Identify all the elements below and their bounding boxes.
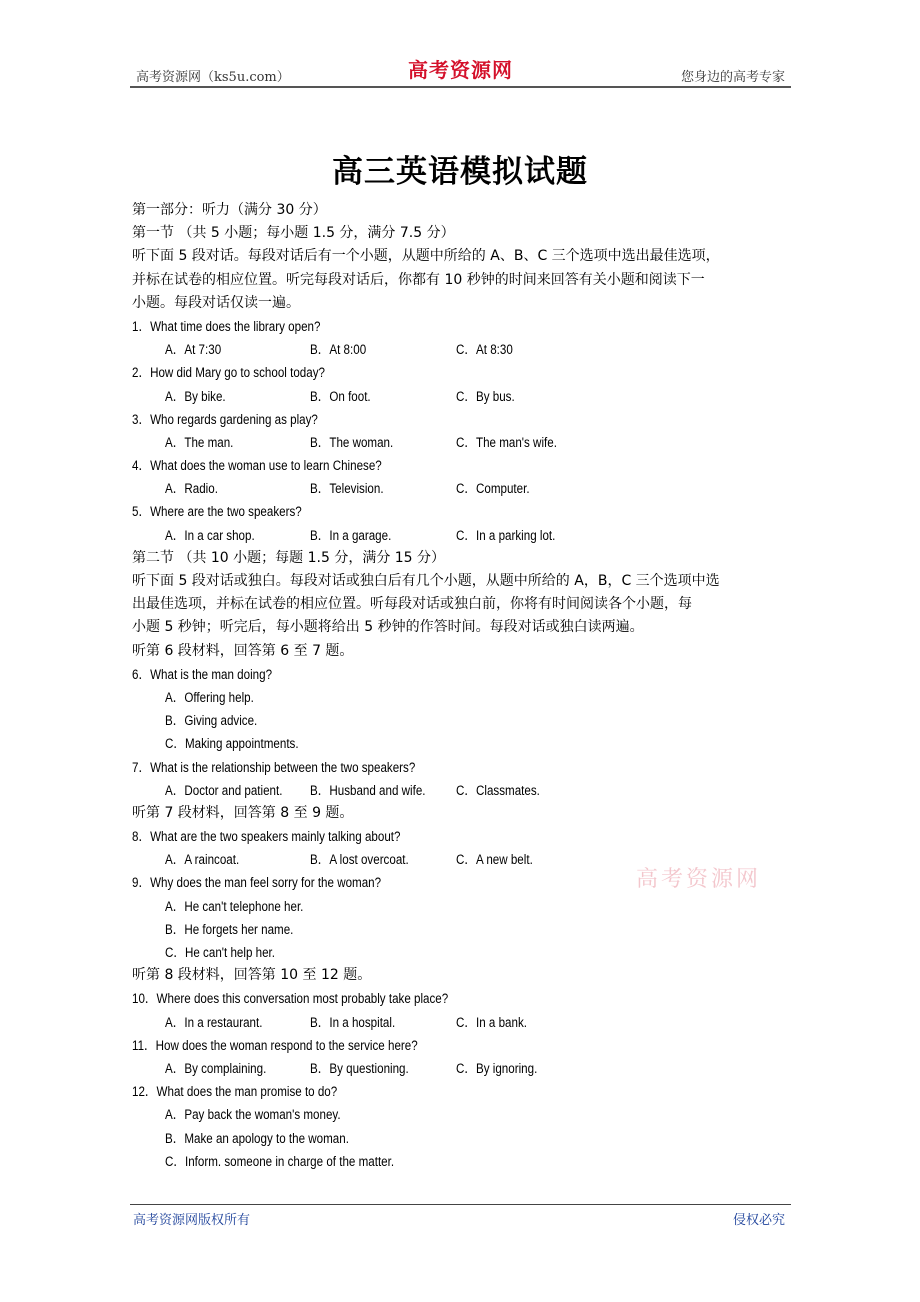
answer-option: B．Make an apology to the woman.	[165, 1130, 349, 1146]
question-text: 12．What does the man promise to do?	[132, 1084, 338, 1100]
answer-option-row	[132, 941, 792, 964]
answer-options-row	[132, 1057, 792, 1080]
answer-option: B．In a garage.	[310, 527, 392, 543]
header-slogan: 您身边的高考专家	[680, 70, 785, 85]
answer-option: A．Radio.	[165, 481, 218, 497]
question-text: 4．What does the woman use to learn Chinese?	[132, 458, 382, 474]
answer-option: B．At 8:00	[310, 342, 367, 358]
answer-options-row	[132, 431, 792, 454]
answer-option: C．A new belt.	[456, 852, 533, 868]
question	[132, 1080, 792, 1103]
answer-option: B．A lost overcoat.	[310, 852, 409, 868]
answer-option: B．Husband and wife.	[310, 782, 426, 798]
answer-options-row	[132, 1011, 792, 1034]
answer-option: B．The woman.	[310, 434, 394, 450]
answer-option: B．On foot.	[310, 388, 371, 404]
question-text: 5．Where are the two speakers?	[132, 504, 302, 520]
question-text: 2．How did Mary go to school today?	[132, 365, 325, 381]
answer-option: A．Offering help.	[165, 689, 254, 705]
section-text: 第二节 （共 10 小题；每题 1.5 分，满分 15 分）	[132, 549, 446, 566]
answer-option-row	[132, 709, 792, 732]
question	[132, 454, 792, 477]
question	[132, 663, 792, 686]
answer-option: C．Making appointments.	[165, 736, 299, 752]
section-text: 出最佳选项，并标在试卷的相应位置。听每段对话或独白前，你将有时间阅读各个小题，每	[132, 596, 692, 613]
answer-option: A．The man.	[165, 434, 234, 450]
answer-options-row	[132, 338, 792, 361]
question-text: 6．What is the man doing?	[132, 666, 273, 682]
answer-option: A．By complaining.	[165, 1060, 267, 1076]
question-text: 11．How does the woman respond to the service here?	[132, 1037, 418, 1053]
answer-option: C．By bus.	[456, 388, 515, 404]
section-text: 小题 5 秒钟；听完后，每小题将给出 5 秒钟的作答时间。每段对话或独白读两遍。	[132, 619, 644, 636]
section-text: 听下面 5 段对话。每段对话后有一个小题，从题中所给的 A、B、C 三个选项中选出最佳选项，	[132, 248, 720, 265]
answer-option: C．In a bank.	[456, 1014, 527, 1030]
question-text: 7．What is the relationship between the two speakers?	[132, 759, 416, 775]
answer-option: B．Television.	[310, 481, 384, 497]
answer-option: A．By bike.	[165, 388, 226, 404]
page-header	[130, 60, 791, 88]
answer-options-row	[132, 385, 792, 408]
section-text: 第一节 （共 5 小题；每小题 1.5 分，满分 7.5 分）	[132, 225, 455, 242]
answer-option: B．He forgets her name.	[165, 921, 294, 937]
question-text: 9．Why does the man feel sorry for the woman?	[132, 875, 382, 891]
answer-option: C．In a parking lot.	[456, 527, 556, 543]
answer-option: A．In a car shop.	[165, 527, 255, 543]
answer-option: A．In a restaurant.	[165, 1014, 263, 1030]
answer-option: B．Giving advice.	[165, 713, 258, 729]
answer-option: C．Computer.	[456, 481, 530, 497]
document-title: 高三英语模拟试题	[332, 154, 588, 190]
answer-option: A．Pay back the woman's money.	[165, 1107, 341, 1123]
answer-option-row	[132, 686, 792, 709]
answer-option-row	[132, 1150, 792, 1173]
answer-option-row	[132, 1103, 792, 1126]
question	[132, 987, 792, 1010]
answer-option-row	[132, 1127, 792, 1150]
page-footer	[130, 1204, 791, 1228]
answer-option: C．By ignoring.	[456, 1060, 538, 1076]
footer-copyright: 高考资源网版权所有	[133, 1213, 251, 1228]
question	[132, 500, 792, 523]
question	[132, 361, 792, 384]
question-text: 8．What are the two speakers mainly talking about?	[132, 829, 401, 845]
question-text: 3．Who regards gardening as play?	[132, 411, 318, 427]
answer-option: C．He can't help her.	[165, 945, 275, 960]
answer-option: B．In a hospital.	[310, 1014, 396, 1030]
question	[132, 315, 792, 338]
question	[132, 1034, 792, 1057]
answer-option-row	[132, 918, 792, 941]
answer-option: C．Classmates.	[456, 782, 540, 798]
answer-options-row	[132, 477, 792, 500]
question-text: 1．What time does the library open?	[132, 318, 321, 334]
section-text: 听第 7 段材料，回答第 8 至 9 题。	[132, 804, 354, 821]
answer-option-row	[132, 732, 792, 755]
answer-option: A．A raincoat.	[165, 852, 240, 868]
document-body	[132, 199, 792, 1173]
section-text: 听第 8 段材料，回答第 10 至 12 题。	[132, 967, 372, 984]
answer-option: C．Inform. someone in charge of the matter.	[165, 1153, 395, 1169]
section-text: 并标在试卷的相应位置。听完每段对话后，你都有 10 秒钟的时间来回答有关小题和阅读下一	[132, 271, 705, 288]
header-logo: 高考资源网	[408, 58, 513, 82]
answer-option: C．The man's wife.	[456, 434, 557, 450]
answer-option: B．By questioning.	[310, 1060, 409, 1076]
watermark-logo: 高考资源网	[636, 867, 762, 892]
section-text: 听下面 5 段对话或独白。每段对话或独白后有几个小题，从题中所给的 A，B，C 三个选项中选	[132, 573, 720, 589]
answer-options-row	[132, 779, 792, 802]
section-text: 第一部分：听力（满分 30 分）	[132, 202, 327, 218]
answer-option: A．He can't telephone her.	[165, 898, 304, 914]
answer-option-row	[132, 895, 792, 918]
section-text: 听第 6 段材料，回答第 6 至 7 题。	[132, 642, 354, 659]
question	[132, 756, 792, 779]
answer-options-row	[132, 524, 792, 547]
answer-option: C．At 8:30	[456, 342, 513, 358]
answer-option: A．At 7:30	[165, 342, 222, 358]
footer-notice: 侵权必究	[732, 1213, 785, 1228]
question-text: 10．Where does this conversation most probably take place?	[132, 991, 449, 1007]
answer-option: A．Doctor and patient.	[165, 782, 283, 798]
header-site-name: 高考资源网（ks5u.com）	[136, 70, 290, 85]
section-text: 小题。每段对话仅读一遍。	[132, 294, 300, 311]
question	[132, 408, 792, 431]
question	[132, 825, 792, 848]
